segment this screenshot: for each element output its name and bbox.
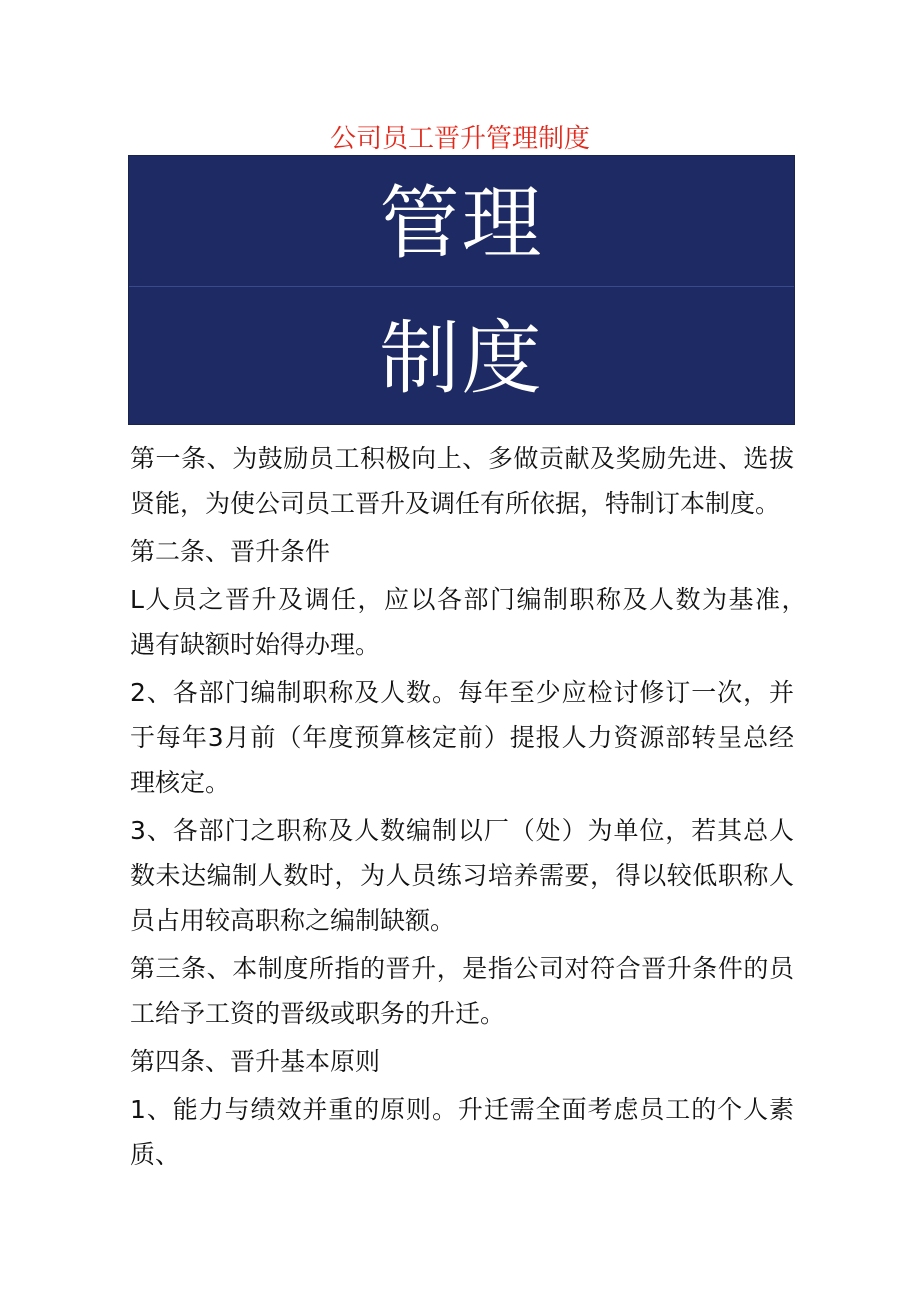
article-2-item-3: 3、各部门之职称及人数编制以厂（处）为单位，若其总人 数未达编制人数时，为人员练习培养需要，得以较低职称人 员占用较高职称之编制缺额。 — [130, 816, 820, 935]
article-2-heading: 第二条、晋升条件 — [130, 537, 331, 566]
article-1-paragraph: 第一条、为鼓励员工积极向上、多做贡献及奖励先进、选拔贤能，为使公司员工晋升及调任有所依据，特制订本制度。 — [130, 444, 794, 518]
page-title: 公司员工晋升管理制度 — [329, 124, 590, 154]
banner-line-1: 管理 — [379, 177, 544, 270]
banner-divider — [129, 286, 794, 287]
article-4-heading: 第四条、晋升基本原则 — [130, 1047, 381, 1076]
document-body — [130, 436, 820, 1180]
article-4-item-1: 1、能力与绩效并重的原则。升迁需全面考虑员工的个人素 质、 — [130, 1095, 820, 1169]
article-3-paragraph: 第三条、本制度所指的晋升，是指公司对符合晋升条件的员工给予工资的晋级或职务的升迁。 — [130, 954, 794, 1028]
article-2-item-1: L人员之晋升及调任，应以各部门编制职称及人数为基准， 遇有缺额时始得办理。 — [130, 585, 820, 659]
article-2-item-2: 2、各部门编制职称及人数。每年至少应检讨修订一次，并 于每年3月前（年度预算核定前）提报人力资源部转呈总经 理核定。 — [130, 678, 820, 797]
title-banner — [128, 155, 795, 425]
banner-line-2: 制度 — [379, 312, 544, 405]
